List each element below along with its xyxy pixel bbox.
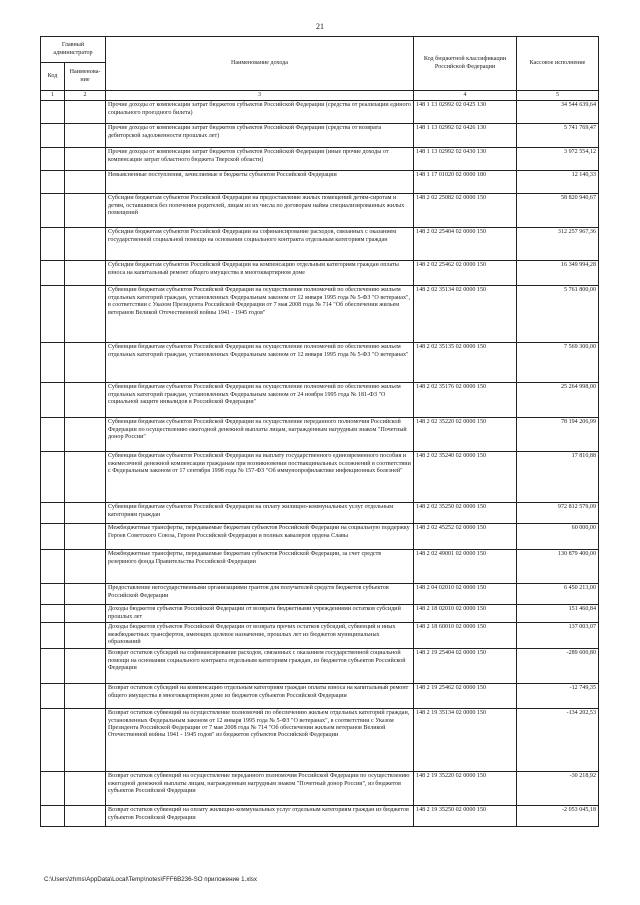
header-admin-group: Главный администратор bbox=[41, 37, 106, 63]
admin-code-cell bbox=[41, 623, 65, 649]
budget-code-cell: 148 2 19 35250 02 0000 150 bbox=[414, 806, 517, 827]
budget-code-cell: 148 2 19 25404 02 0000 150 bbox=[414, 649, 517, 684]
table-row bbox=[41, 605, 599, 623]
income-name-cell: Предоставление негосударственными организациями грантов для получателей средств бюджетов субъектов Российской Федерации bbox=[106, 584, 414, 605]
income-name-cell: Межбюджетные трансферты, передаваемые бюджетам субъектов Российской Федерации на социальную поддержку Героев Советского Союза, Героев Российской Федерации и полных кавалеров ордена Славы bbox=[106, 524, 414, 550]
admin-name-cell bbox=[65, 148, 106, 171]
cash-amount-cell: 5 741 769,47 bbox=[517, 124, 599, 148]
budget-code-cell: 148 2 02 35220 02 0000 150 bbox=[414, 418, 517, 452]
income-name-cell: Субсидии бюджетам субъектов Российской Федерации на предоставление жилых помещений детям-сиротам и детям, оставшимся без попечения родителей, лицам из их числа по договорам найма специализированных жилых помещений bbox=[106, 194, 414, 228]
admin-code-cell bbox=[41, 452, 65, 503]
admin-name-cell bbox=[65, 772, 106, 806]
table-body bbox=[41, 101, 599, 827]
income-name-cell: Субвенции бюджетам субъектов Российской Федерации на осуществление полномочий по обеспечению жильем отдельных категорий граждан, установленных Федеральным законом от 24 ноября 1995 года № 181-ФЗ "О социальной защите инвалидов в Российской Федерации" bbox=[106, 383, 414, 418]
income-name-cell: Доходы бюджетов субъектов Российской Федерации от возврата бюджетными учреждениями остатков субсидий прошлых лет bbox=[106, 605, 414, 623]
admin-code-cell bbox=[41, 550, 65, 584]
budget-code-cell: 148 2 02 35250 02 0000 150 bbox=[414, 503, 517, 524]
table-row bbox=[41, 709, 599, 772]
budget-code-cell: 148 2 02 45252 02 0000 150 bbox=[414, 524, 517, 550]
budget-code-cell: 148 2 02 49001 02 0000 150 bbox=[414, 550, 517, 584]
budget-code-cell: 148 1 13 02992 02 0426 130 bbox=[414, 124, 517, 148]
budget-code-cell: 148 2 19 35220 02 0000 150 bbox=[414, 772, 517, 806]
budget-code-cell: 148 2 02 35135 02 0000 150 bbox=[414, 343, 517, 383]
column-number: 5 bbox=[517, 91, 599, 101]
cash-amount-cell: -12 749,35 bbox=[517, 684, 599, 709]
admin-name-cell bbox=[65, 194, 106, 228]
table-row bbox=[41, 772, 599, 806]
table-row bbox=[41, 124, 599, 148]
admin-code-cell bbox=[41, 806, 65, 827]
cash-amount-cell: 78 194 206,99 bbox=[517, 418, 599, 452]
budget-code-cell: 148 2 19 25462 02 0000 150 bbox=[414, 684, 517, 709]
admin-name-cell bbox=[65, 452, 106, 503]
admin-name-cell bbox=[65, 228, 106, 261]
table-row bbox=[41, 806, 599, 827]
header-budget-code: Код бюджетной классификации Российской Федерации bbox=[414, 37, 517, 91]
file-path-footer: C:\Users\zhms\AppData\Local\Temp\notes\FFF6B236-SO приложение 1.xlsx bbox=[44, 876, 257, 883]
cash-amount-cell: 60 000,00 bbox=[517, 524, 599, 550]
income-name-cell: Субсидии бюджетам субъектов Российской Федерации на компенсацию отдельным категориям граждан оплаты взноса на капитальный ремонт общего имущества в многоквартирном доме bbox=[106, 261, 414, 286]
cash-amount-cell: -30 218,92 bbox=[517, 772, 599, 806]
admin-code-cell bbox=[41, 286, 65, 343]
header-cash: Кассовое исполнение bbox=[517, 37, 599, 91]
cash-amount-cell: -2 053 045,18 bbox=[517, 806, 599, 827]
admin-name-cell bbox=[65, 684, 106, 709]
income-table bbox=[40, 36, 599, 827]
admin-name-cell bbox=[65, 605, 106, 623]
cash-amount-cell: 6 450 213,00 bbox=[517, 584, 599, 605]
budget-code-cell: 148 2 02 25462 02 0000 150 bbox=[414, 261, 517, 286]
table-row bbox=[41, 343, 599, 383]
table-row bbox=[41, 550, 599, 584]
income-name-cell: Межбюджетные трансферты, передаваемые бюджетам субъектов Российской Федерации, за счет средств резервного фонда Правительства Российской Федерации bbox=[106, 550, 414, 584]
admin-code-cell bbox=[41, 418, 65, 452]
cash-amount-cell: 17 810,88 bbox=[517, 452, 599, 503]
cash-amount-cell: 25 264 998,00 bbox=[517, 383, 599, 418]
cash-amount-cell: 5 761 800,00 bbox=[517, 286, 599, 343]
income-name-cell: Субвенции бюджетам субъектов Российской Федерации на осуществление полномочий по обеспечению жильем отдельных категорий граждан, установленных Федеральным законом от 12 января 1995 года № 5-ФЗ "О ветеранах" bbox=[106, 343, 414, 383]
admin-code-cell bbox=[41, 772, 65, 806]
table-row bbox=[41, 418, 599, 452]
admin-name-cell bbox=[65, 124, 106, 148]
admin-name-cell bbox=[65, 171, 106, 194]
admin-code-cell bbox=[41, 124, 65, 148]
admin-code-cell bbox=[41, 524, 65, 550]
income-name-cell: Возврат остатков субвенций на осуществление полномочий по обеспечению жильем отдельных категорий граждан, установленных Федеральным законом от 12 января 1995 года № 5-ФЗ "О ветеранах", в соответствии с Указом Президента Российской Федерации от 7 мая 2008 года № 714 "Об обеспечении жильем ветеранов Великой Отечественной войны 1941 - 1945 годов" из бюджетов субъектов Российской Федерации bbox=[106, 709, 414, 772]
table-row bbox=[41, 261, 599, 286]
budget-code-cell: 148 2 02 35134 02 0000 150 bbox=[414, 286, 517, 343]
cash-amount-cell: 58 820 940,67 bbox=[517, 194, 599, 228]
income-name-cell: Невыясненные поступления, зачисляемые в бюджеты субъектов Российской Федерации bbox=[106, 171, 414, 194]
admin-name-cell bbox=[65, 261, 106, 286]
cash-amount-cell: 3 972 554,12 bbox=[517, 148, 599, 171]
income-name-cell: Субвенции бюджетам субъектов Российской Федерации на оплату жилищно-коммунальных услуг отдельным категориям граждан bbox=[106, 503, 414, 524]
cash-amount-cell: 151 460,84 bbox=[517, 605, 599, 623]
budget-code-cell: 148 2 02 25404 02 0000 150 bbox=[414, 228, 517, 261]
table-row bbox=[41, 148, 599, 171]
table-row bbox=[41, 524, 599, 550]
admin-name-cell bbox=[65, 101, 106, 124]
admin-name-cell bbox=[65, 503, 106, 524]
income-name-cell: Прочие доходы от компенсации затрат бюджетов субъектов Российской Федерации (средства от реализации единого социального проездного билета) bbox=[106, 101, 414, 124]
budget-code-cell: 148 2 02 25082 02 0000 150 bbox=[414, 194, 517, 228]
header-income-name: Наименование дохода bbox=[106, 37, 414, 91]
budget-code-cell: 148 2 02 35240 02 0000 150 bbox=[414, 452, 517, 503]
header-admin-name: Наименова-ние bbox=[65, 63, 106, 91]
admin-name-cell bbox=[65, 649, 106, 684]
income-name-cell: Субсидии бюджетам субъектов Российской Федерации на софинансирование расходов, связанных с оказанием государственной социальной помощи на основании социального контракта отдельным категориям граждан bbox=[106, 228, 414, 261]
admin-code-cell bbox=[41, 709, 65, 772]
admin-name-cell bbox=[65, 709, 106, 772]
admin-name-cell bbox=[65, 550, 106, 584]
table-row bbox=[41, 228, 599, 261]
admin-code-cell bbox=[41, 649, 65, 684]
cash-amount-cell: 130 879 400,00 bbox=[517, 550, 599, 584]
admin-code-cell bbox=[41, 228, 65, 261]
income-name-cell: Возврат остатков субвенций на осуществление переданного полномочия Российской Федерации по осуществлению ежегодной денежной выплаты лицам, награжденным нагрудным знаком "Почетный донор России", из бюджетов субъектов Российской Федерации bbox=[106, 772, 414, 806]
table-row bbox=[41, 649, 599, 684]
table-row bbox=[41, 452, 599, 503]
admin-name-cell bbox=[65, 623, 106, 649]
cash-amount-cell: 12 140,33 bbox=[517, 171, 599, 194]
admin-name-cell bbox=[65, 418, 106, 452]
cash-amount-cell: 34 544 639,64 bbox=[517, 101, 599, 124]
admin-code-cell bbox=[41, 171, 65, 194]
income-name-cell: Возврат остатков субсидий на компенсацию отдельным категориям граждан оплаты взноса на капитальный ремонт общего имущества в многоквартирном доме из бюджетов субъектов Российской Федерации bbox=[106, 684, 414, 709]
budget-code-cell: 148 1 17 01020 02 0000 180 bbox=[414, 171, 517, 194]
income-name-cell: Субвенции бюджетам субъектов Российской Федерации на выплату государственного единовременного пособия и ежемесячной денежной компенсации гражданам при возникновении поствакцинальных осложнений в соответствии с Федеральным законом от 17 сентября 1998 года № 157-ФЗ "Об иммунопрофилактике инфекционных болезней" bbox=[106, 452, 414, 503]
admin-code-cell bbox=[41, 148, 65, 171]
table-row bbox=[41, 171, 599, 194]
admin-name-cell bbox=[65, 383, 106, 418]
budget-code-cell: 148 2 02 35176 02 0000 150 bbox=[414, 383, 517, 418]
admin-code-cell bbox=[41, 261, 65, 286]
table-row bbox=[41, 194, 599, 228]
cash-amount-cell: 137 003,07 bbox=[517, 623, 599, 649]
budget-code-cell: 148 2 18 02010 02 0000 150 bbox=[414, 605, 517, 623]
income-name-cell: Прочие доходы от компенсации затрат бюджетов субъектов Российской Федерации (иные прочие доходы от компенсации затрат областного бюджета Тверской области) bbox=[106, 148, 414, 171]
admin-name-cell bbox=[65, 286, 106, 343]
header-admin-code: Код bbox=[41, 63, 65, 91]
income-name-cell: Субвенции бюджетам субъектов Российской Федерации на осуществление переданного полномочия Российской Федерации по осуществлению ежегодной денежной выплаты лицам, награжденным нагрудным знаком "Почетный донор России" bbox=[106, 418, 414, 452]
cash-amount-cell: 972 812 579,09 bbox=[517, 503, 599, 524]
column-number: 2 bbox=[65, 91, 106, 101]
admin-name-cell bbox=[65, 524, 106, 550]
admin-name-cell bbox=[65, 806, 106, 827]
column-number: 3 bbox=[106, 91, 414, 101]
admin-code-cell bbox=[41, 101, 65, 124]
cash-amount-cell: -134 202,53 bbox=[517, 709, 599, 772]
cash-amount-cell: 7 569 300,00 bbox=[517, 343, 599, 383]
table-row bbox=[41, 684, 599, 709]
cash-amount-cell: 16 349 994,28 bbox=[517, 261, 599, 286]
column-number: 4 bbox=[414, 91, 517, 101]
admin-code-cell bbox=[41, 503, 65, 524]
admin-code-cell bbox=[41, 343, 65, 383]
income-name-cell: Прочие доходы от компенсации затрат бюджетов субъектов Российской Федерации (средства от возврата дебиторской задолженности прошлых лет) bbox=[106, 124, 414, 148]
page-number: 21 bbox=[316, 22, 324, 31]
admin-code-cell bbox=[41, 383, 65, 418]
income-name-cell: Субвенции бюджетам субъектов Российской Федерации на осуществление полномочий по обеспечению жильем отдельных категорий граждан, установленных Федеральным законом от 12 января 1995 года № 5-ФЗ "О ветеранах", в соответствии с Указом Президента Российской Федерации от 7 мая 2008 года № 714 "Об обеспечении жильем ветеранов Великой Отечественной войны 1941 - 1945 годов" bbox=[106, 286, 414, 343]
budget-code-cell: 148 1 13 02992 02 0430 130 bbox=[414, 148, 517, 171]
cash-amount-cell: 312 257 967,36 bbox=[517, 228, 599, 261]
admin-code-cell bbox=[41, 584, 65, 605]
column-number: 1 bbox=[41, 91, 65, 101]
admin-code-cell bbox=[41, 194, 65, 228]
admin-name-cell bbox=[65, 584, 106, 605]
budget-code-cell: 148 2 04 02010 02 0000 150 bbox=[414, 584, 517, 605]
table-row bbox=[41, 623, 599, 649]
income-name-cell: Возврат остатков субвенций на оплату жилищно-коммунальных услуг отдельным категориям граждан из бюджетов субъектов Российской Федерации bbox=[106, 806, 414, 827]
table-row bbox=[41, 286, 599, 343]
admin-code-cell bbox=[41, 605, 65, 623]
table-row bbox=[41, 584, 599, 605]
budget-code-cell: 148 2 18 60010 02 0000 150 bbox=[414, 623, 517, 649]
cash-amount-cell: -289 600,80 bbox=[517, 649, 599, 684]
admin-code-cell bbox=[41, 684, 65, 709]
admin-name-cell bbox=[65, 343, 106, 383]
table-row bbox=[41, 503, 599, 524]
budget-code-cell: 148 2 19 35134 02 0000 150 bbox=[414, 709, 517, 772]
table-row bbox=[41, 383, 599, 418]
budget-code-cell: 148 1 13 02992 02 0425 130 bbox=[414, 101, 517, 124]
table-row bbox=[41, 101, 599, 124]
income-name-cell: Возврат остатков субсидий на софинансирование расходов, связанных с оказанием государственной социальной помощи на основании социального контракта отдельным категориям граждан, из бюджетов субъектов Российской Федерации bbox=[106, 649, 414, 684]
income-name-cell: Доходы бюджетов субъектов Российской Федерации от возврата прочих остатков субсидий, субвенций и иных межбюджетных трансфертов, имеющих целевое назначение, прошлых лет из бюджетов муниципальных образований bbox=[106, 623, 414, 649]
